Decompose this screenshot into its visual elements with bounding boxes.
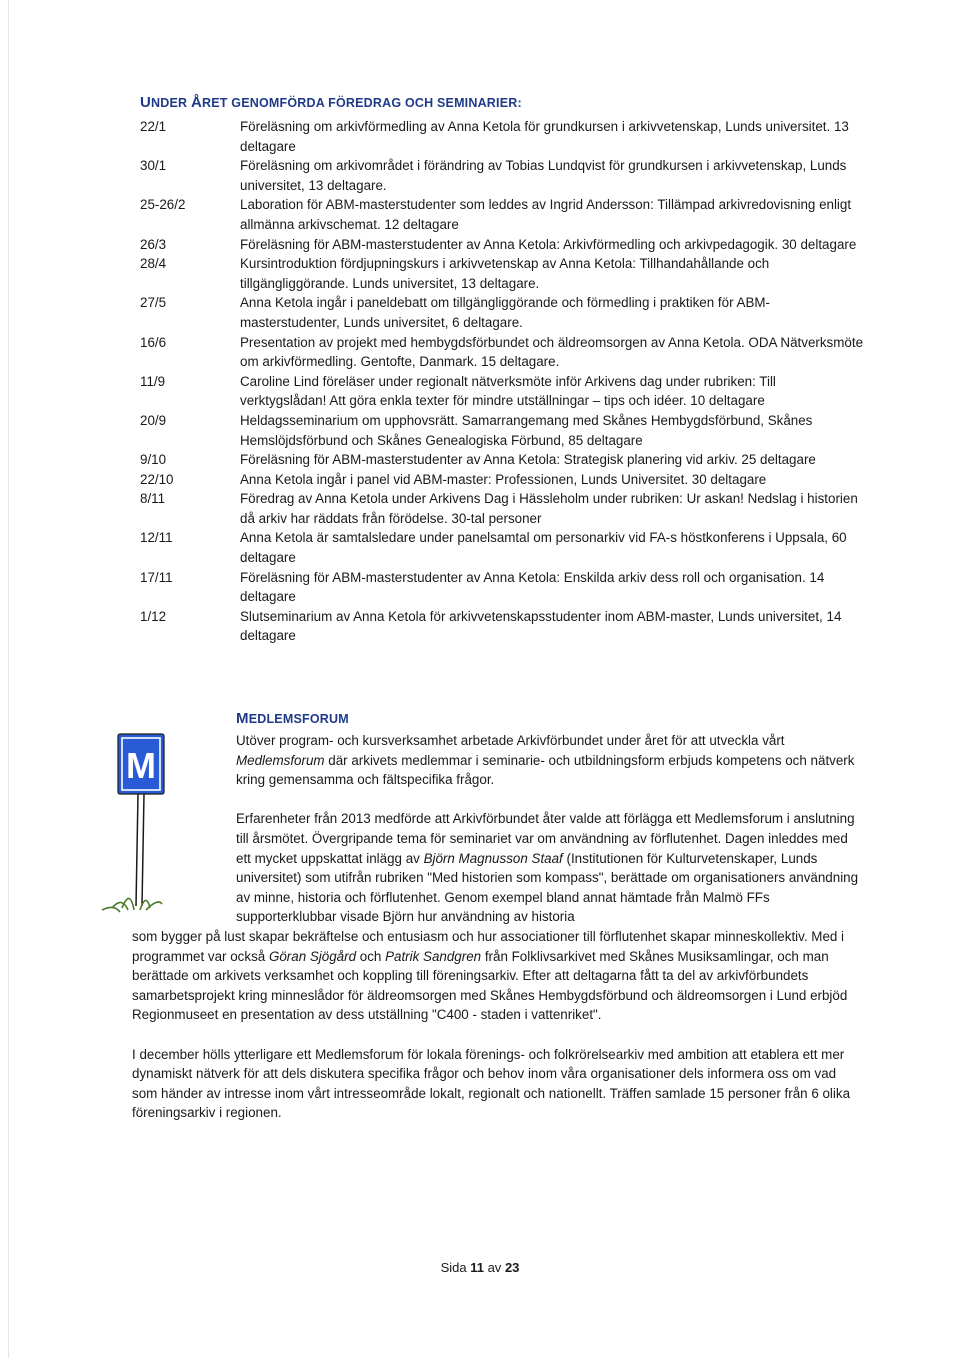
event-row <box>140 489 870 528</box>
text-run: Erfarenheter från 2013 medförde att Arkivförbundet åter valde att förlägga ett Medlemsforum i anslutning till årsmötet. Övergripande tema för seminariet var om användning av förflutenhet. Dagen inleddes med ett mycket uppskattat inlägg av <box>236 811 855 866</box>
event-date: 22/10 <box>140 471 174 487</box>
event-row <box>140 156 870 195</box>
event-description: Presentation av projekt med hembygdsförbundet och äldreomsorgen av Anna Ketola. ODA Nätverksmöte om arkivförmedling. Gentofte, Danmark. 15 deltagare. <box>240 334 864 370</box>
page-number: 11 <box>470 1260 484 1275</box>
event-date: 1/12 <box>140 608 167 624</box>
page-footer <box>0 1260 960 1275</box>
heading-cap: U <box>140 94 152 111</box>
section-heading-medlemsforum <box>236 711 349 727</box>
event-date: 25-26/2 <box>140 197 186 213</box>
event-description: Föreläsning om arkivområdet i förändring av Tobias Lundqvist för grundkursen i arkivvetenskap, Lunds universitet, 13 deltagare. <box>240 158 847 193</box>
event-row <box>140 528 870 567</box>
event-row <box>140 254 870 293</box>
section-heading-seminars <box>140 95 522 111</box>
event-list <box>140 117 870 646</box>
paragraph-gap <box>236 790 861 810</box>
sign-letter: M <box>126 745 156 786</box>
event-description: Slutseminarium av Anna Ketola för arkivvetenskapsstudenter inom ABM-master, Lunds universitet, 14 deltagare <box>240 608 842 644</box>
sign-pole-right <box>142 794 144 906</box>
event-date: 20/9 <box>140 412 167 428</box>
event-row <box>140 293 870 332</box>
event-date: 27/5 <box>140 295 167 311</box>
event-date: 30/1 <box>140 158 167 174</box>
page-edge-line <box>8 0 9 1358</box>
event-row <box>140 235 870 255</box>
paragraph-gap <box>236 1025 861 1045</box>
event-description: Föredrag av Anna Ketola under Arkivens Dag i Hässleholm under rubriken: Ur askan! Nedslag i historien då arkiv har räddats från förödelse. 30-tal personer <box>240 491 858 526</box>
emphasis-run: Medlemsforum <box>236 752 325 768</box>
event-row <box>140 411 870 450</box>
event-date: 9/10 <box>140 452 167 468</box>
heading-cap: Å <box>190 94 202 111</box>
event-date: 12/11 <box>140 530 173 546</box>
event-description: Föreläsning för ABM-masterstudenter av Anna Ketola: Arkivförmedling och arkivpedagogik. 30 deltagare <box>240 236 857 252</box>
event-description: Anna Ketola ingår i panel vid ABM-master: Professionen, Lunds Universitet. 30 deltagare <box>240 471 767 487</box>
event-row <box>140 450 870 470</box>
text-run: som bygger på lust skapar bekräftelse och entusiasm och hur associationer till förflutenhet skapar minneskollektiv. Med i programmet var också <box>132 928 845 964</box>
text-run: Utöver program- och kursverksamhet arbetade Arkivförbundet under året för att utveckla vårt <box>236 733 785 748</box>
event-row <box>140 117 870 156</box>
event-row <box>140 372 870 411</box>
paragraph-experience <box>236 809 861 927</box>
emphasis-run: Göran Sjögård <box>268 948 357 964</box>
event-description: Anna Ketola är samtalsledare under panelsamtal om personarkiv vid FA-s höstkonferens i Uppsala, 60 deltagare <box>240 530 847 566</box>
event-description: Föreläsning för ABM-masterstudenter av Anna Ketola: Strategisk planering vid arkiv. 25 deltagare <box>240 452 816 468</box>
event-description: Föreläsning för ABM-masterstudenter av Anna Ketola: Enskilda arkiv dess roll och organisation. 14 deltagare <box>240 569 825 605</box>
event-description: Kursintroduktion fördjupningskurs i arkivvetenskap av Anna Ketola: Tillhandahållande och tillgängliggörande. Lunds universitet, 13 deltagare. <box>240 256 770 291</box>
heading-text: RET GENOMFÖRDA FÖREDRAG OCH SEMINARIER: <box>202 96 522 110</box>
metro-sign-illustration <box>92 728 178 918</box>
event-row <box>140 333 870 372</box>
event-description: Heldagsseminarium om upphovsrätt. Samarrangemang med Skånes Hembygdsförbund, Skånes Hemslöjdsförbund och Skånes Genealogiska Förbund, 85 deltagare <box>240 412 813 448</box>
heading-text: NDER <box>151 96 191 110</box>
footer-text: av <box>483 1260 505 1275</box>
event-date: 16/6 <box>140 334 167 350</box>
event-date: 8/11 <box>140 491 166 507</box>
event-row <box>140 568 870 607</box>
text-run: och <box>356 948 386 964</box>
emphasis-run: Björn Magnusson Staaf <box>423 850 563 866</box>
event-description: Anna Ketola ingår i paneldebatt om tillgängliggörande och förmedling i praktiken för ABM-masterstudenter, Lunds universitet, 6 deltagare. <box>240 295 770 330</box>
text-run: där arkivets medlemmar i seminarie- och utbildningsform erbjuds kompetens och nätverk kring gemensamma och fältspecifika frågor. <box>236 752 855 788</box>
heading-cap: M <box>236 710 249 727</box>
footer-text: Sida <box>440 1260 471 1275</box>
sign-pole-left <box>136 794 138 906</box>
text-run: (Institutionen för Kulturvetenskaper, Lunds universitet) som utifrån rubriken "Med historien som kompass", berättade om organisationers användning av minne, historia och förflutenhet. Genom exempel bland annat hämtade från Malmö FFs supporterklubbar visade Björn hur användning av historia <box>236 850 859 925</box>
medlemsforum-text <box>132 731 861 1123</box>
event-date: 22/1 <box>140 119 167 134</box>
event-date: 17/11 <box>140 569 173 585</box>
text-run: från Folklivsarkivet med Skånes Musiksamlingar, och man berättade om arkivets verksamhet och koppling till föreningsarkiv. Efter att deltagarna fått ta del av arkivförbundets samarbetsprojekt kring minneslådor för äldreomsorgen med Skånes Hembygdsförbund och äldreomsorgen i Lund erbjöd Regionmuseet en presentation av dess utställning "C400 - staden i vattenriket". <box>132 948 848 1023</box>
event-description: Caroline Lind föreläser under regionalt nätverksmöte inför Arkivens dag under rubriken: Till verktygslådan! Att göra enkla texter för mindre utställningar – tips och idéer. 10 deltagare <box>240 373 776 409</box>
event-date: 28/4 <box>140 256 167 272</box>
paragraph-intro <box>236 731 861 790</box>
event-row <box>140 470 870 490</box>
event-description: Laboration för ABM-masterstudenter som leddes av Ingrid Andersson: Tillämpad arkivredovisning enligt allmänna arkivschemat. 12 deltagare <box>240 197 852 232</box>
heading-text: EDLEMSFORUM <box>248 712 349 726</box>
event-date: 26/3 <box>140 236 167 252</box>
grass-tuft <box>102 898 162 912</box>
event-row <box>140 607 870 646</box>
page-total: 23 <box>504 1260 520 1275</box>
emphasis-run: Patrik Sandgren <box>385 948 482 964</box>
event-row <box>140 195 870 234</box>
paragraph-experience-cont <box>132 927 857 1025</box>
event-description: Föreläsning om arkivförmedling av Anna Ketola för grundkursen i arkivvetenskap, Lunds universitet. 13 deltagare <box>240 119 849 154</box>
event-date: 11/9 <box>140 373 166 389</box>
paragraph-december: I december hölls ytterligare ett Medlemsforum för lokala förenings- och folkrörelsearkiv med ambition att etablera ett mer dynamiskt nätverk för att dels diskutera specifika frågor och behov inom våra organisationer dels informera oss om vad som händer av intresse inom vårt intresseområde lokalt, regionalt och nationellt. Träffen samlade 15 personer från 6 olika föreningsarkiv i regionen. <box>132 1046 851 1121</box>
